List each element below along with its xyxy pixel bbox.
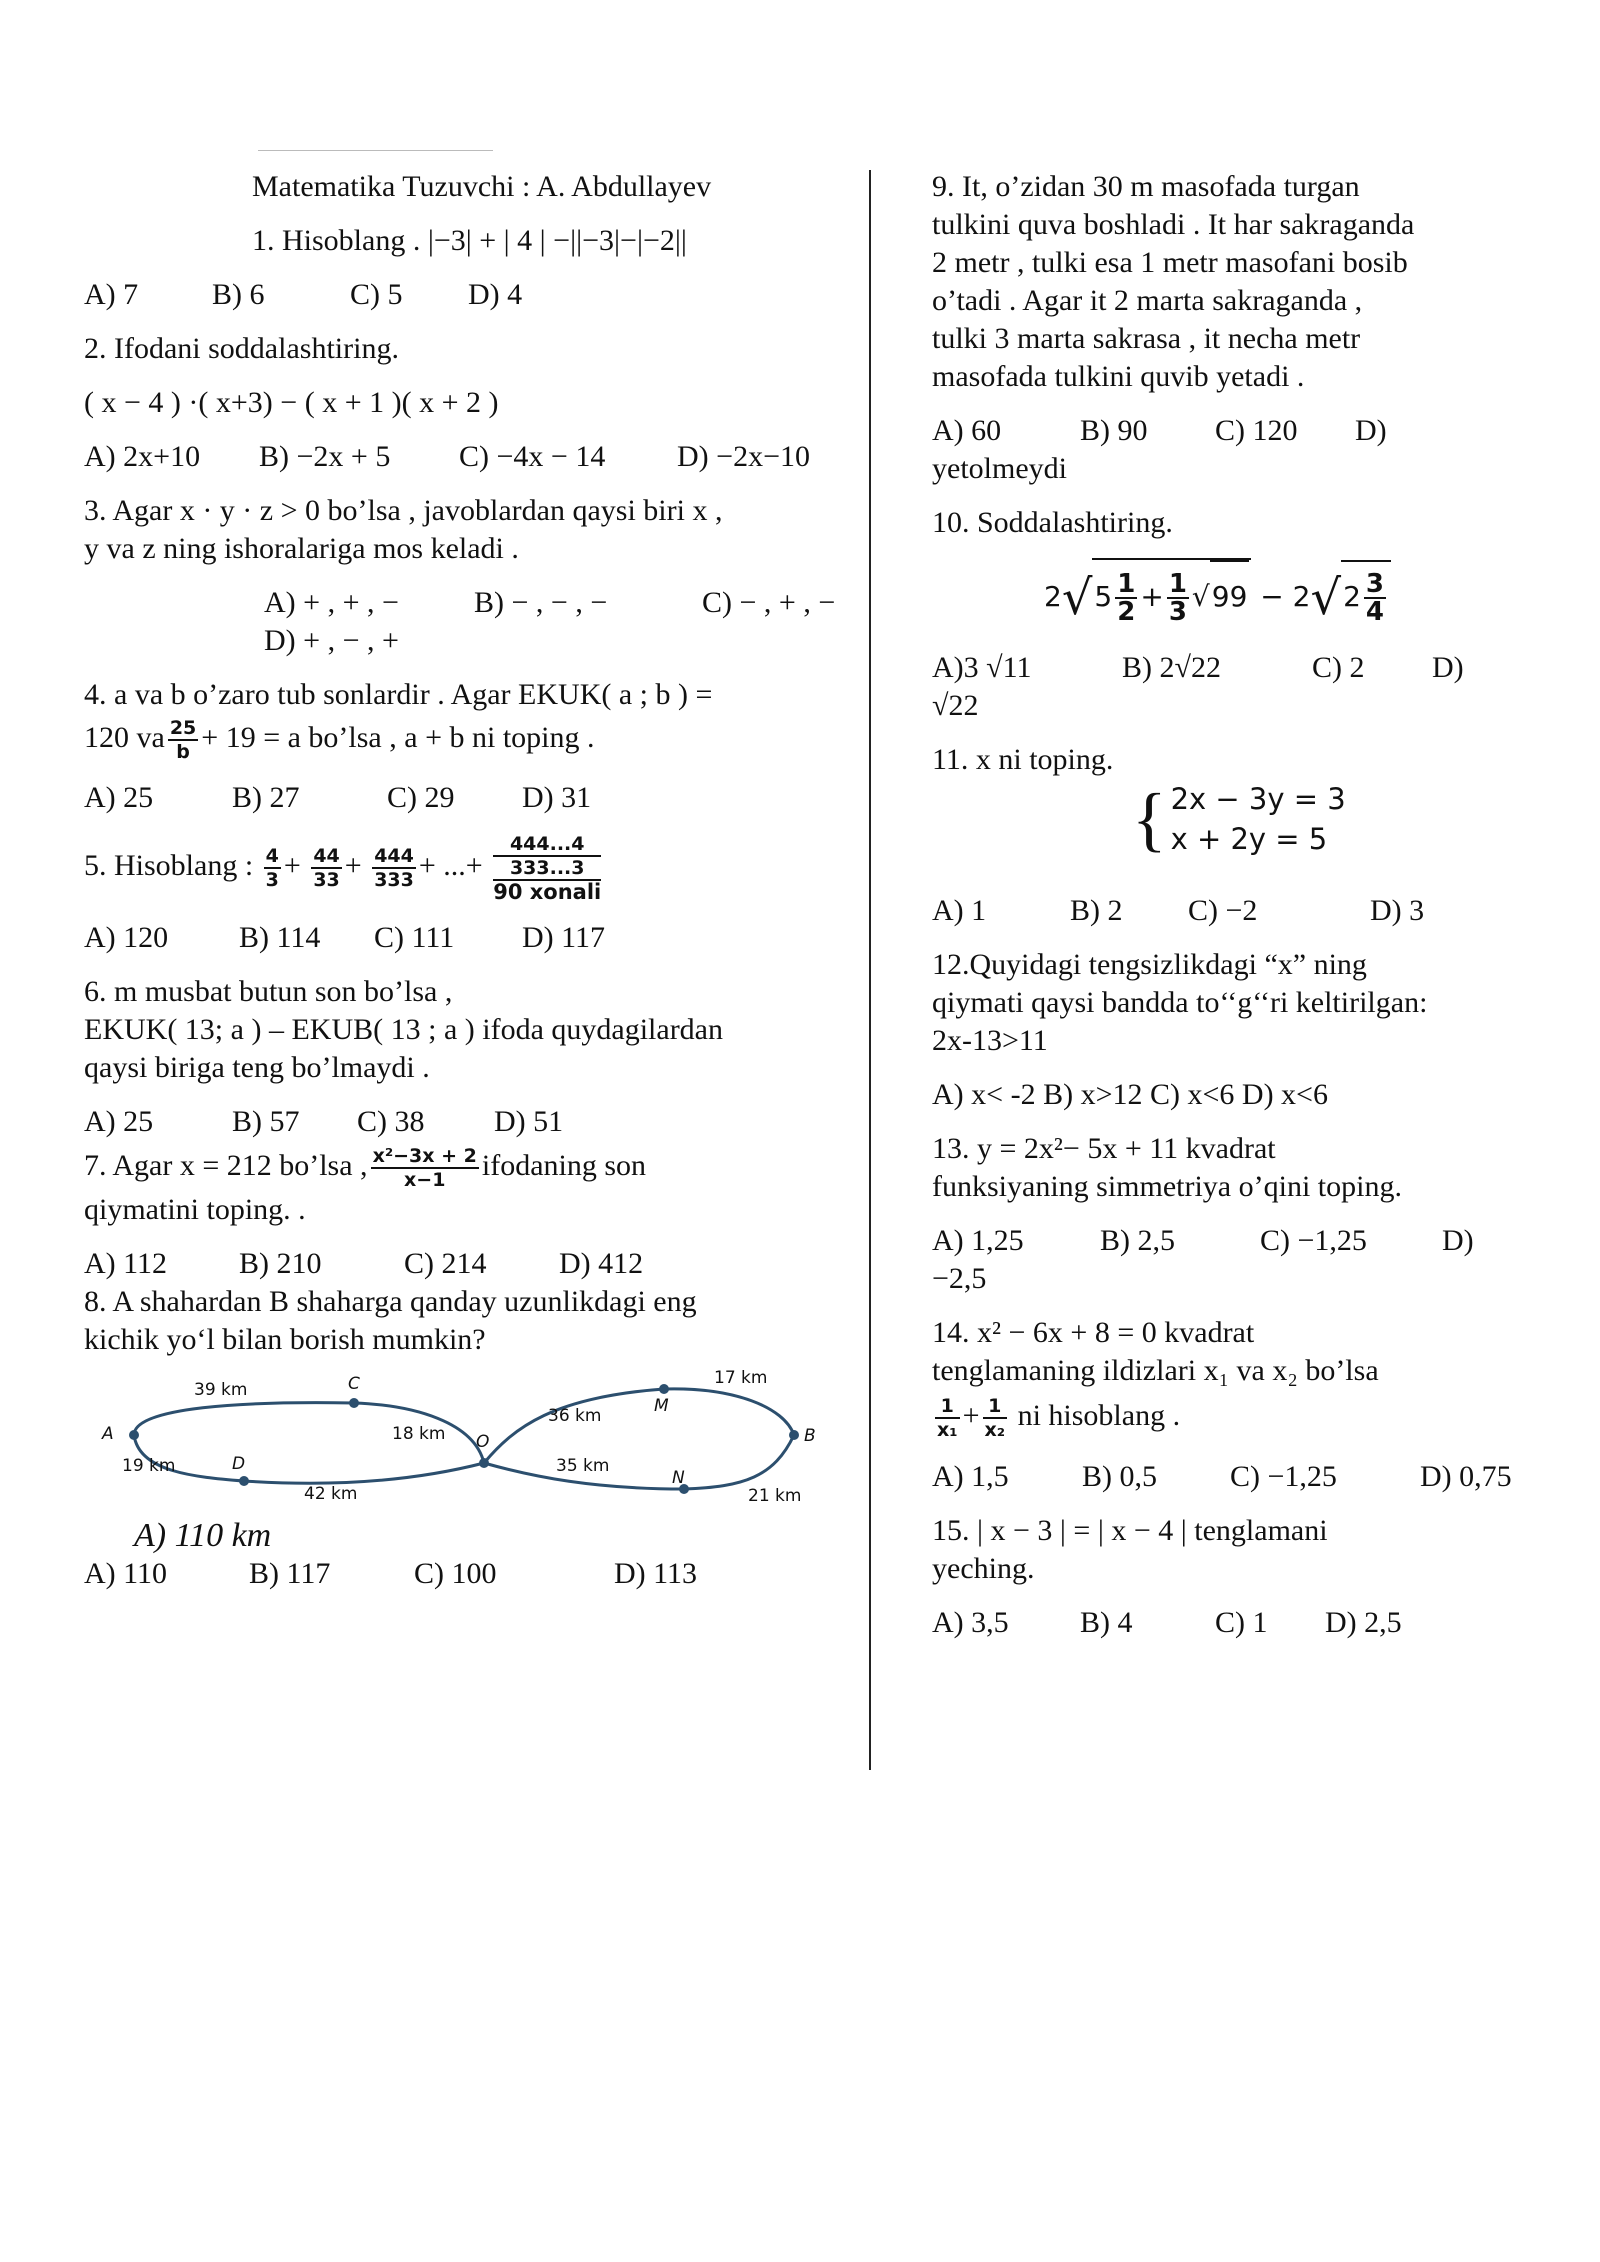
q14-tail: ni hisoblang . [1017, 1399, 1181, 1432]
q11-options [932, 892, 1552, 930]
q5-plus-1: + [283, 849, 301, 882]
q4-option-b: B) 27 [232, 781, 300, 815]
q11-system [932, 779, 1552, 876]
q13-line1: 13. y = 2x²− 5x + 11 kvadrat [932, 1132, 1276, 1165]
q13-line2: funksiyaning simmetriya o’qini toping. [932, 1170, 1402, 1203]
q13-option-d-wrap: −2,5 [932, 1262, 987, 1295]
q14-frac-2 [983, 1395, 1008, 1441]
q2-option-a: A) 2x+10 [84, 440, 201, 473]
q14-line3 [932, 1390, 1552, 1442]
road-o-m-b [484, 1389, 794, 1463]
q7-option-d: D) 412 [559, 1247, 644, 1281]
q10-frac-1 [1115, 571, 1137, 625]
q7-option-a: A) 112 [84, 1247, 168, 1281]
q10-frac-2-den: 3 [1168, 597, 1187, 627]
dist-a-d: 19 km [122, 1456, 176, 1477]
q10-frac-1-den: 2 [1117, 597, 1136, 627]
q4-line1: 4. a va b o’zaro tub sonlardir . Agar EKUK( a ; b ) = [84, 678, 713, 711]
q1-options [84, 276, 859, 314]
q10-frac-2-num: 1 [1168, 569, 1187, 599]
q3-option-a: A) + , + , − [264, 586, 399, 619]
q10-frac-1-num: 1 [1117, 569, 1136, 599]
q14-options [932, 1458, 1552, 1496]
header-rule [258, 150, 493, 151]
q1-option-c: C) 5 [350, 278, 403, 311]
right-column [932, 168, 1552, 1642]
q6-option-d: D) 51 [494, 1105, 564, 1139]
q10-option-d-wrap: √22 [932, 689, 979, 722]
q12-line3: 2x-13>11 [932, 1024, 1048, 1057]
node-m [659, 1384, 669, 1394]
dist-a-c: 39 km [194, 1380, 248, 1401]
q13-options [932, 1222, 1552, 1260]
q4-line2 [84, 714, 859, 763]
q5-plus-3: + [418, 849, 436, 882]
q13-option-d: D) [1442, 1224, 1474, 1257]
q14-option-c: C) −1,25 [1230, 1460, 1337, 1493]
q14-line1: 14. x² − 6x + 8 = 0 kvadrat [932, 1316, 1255, 1349]
q8-option-b: B) 117 [249, 1557, 331, 1591]
q10-whole-2: 2 [1343, 580, 1361, 613]
q4-frac-den: b [176, 741, 190, 764]
q8-line1: 8. A shahardan B shaharga qanday uzunlikdagi eng [84, 1285, 697, 1319]
q4-option-d: D) 31 [522, 781, 592, 815]
q5-expression [84, 833, 859, 903]
q5-frac-1 [264, 845, 281, 891]
q10-frac-2 [1167, 571, 1189, 625]
q14-frac-1 [935, 1395, 960, 1441]
q9-line6: masofada tulkini quvib yetadi . [932, 360, 1305, 393]
label-b: B [804, 1426, 816, 1447]
q11-option-c: C) −2 [1188, 894, 1258, 927]
q5-frac-2 [311, 845, 341, 891]
q14-option-b: B) 0,5 [1082, 1460, 1157, 1493]
q6-option-b: B) 57 [232, 1105, 300, 1139]
dist-o-m: 36 km [548, 1406, 602, 1427]
dist-m-b: 17 km [714, 1368, 768, 1389]
q14-line2: tenglamaning ildizlari x₁ va x₂ bo’lsa [932, 1354, 1379, 1387]
q9-option-a: A) 60 [932, 414, 1002, 447]
q7-line1-end: ifodaning son [481, 1149, 647, 1183]
q3-option-d: D) + , − , + [264, 624, 399, 657]
q11-option-a: A) 1 [932, 894, 987, 927]
dist-n-b: 21 km [748, 1486, 802, 1507]
q8-map [84, 1367, 844, 1517]
q9-line3: 2 metr , tulki esa 1 metr masofani bosib [932, 246, 1408, 279]
dist-c-o: 18 km [392, 1424, 446, 1445]
q5-option-d: D) 117 [522, 921, 606, 955]
q3-line1: 3. Agar x · y · z > 0 bo’lsa , javoblardan qaysi biri x , [84, 494, 723, 527]
q14-option-d: D) 0,75 [1420, 1460, 1512, 1493]
q10-frac-3-den: 4 [1365, 597, 1384, 627]
q13-option-b: B) 2,5 [1100, 1224, 1175, 1257]
label-d: D [232, 1454, 246, 1475]
q11-text: 11. x ni toping. [932, 743, 1114, 776]
node-b [789, 1430, 799, 1440]
q10-minus: − 2 [1260, 580, 1311, 613]
q1-text: 1. Hisoblang . |−3| + | 4 | −||−3|−|−2|| [252, 224, 687, 257]
q5-frac-last [493, 833, 601, 903]
q3-line2: y va z ning ishoralariga mos keladi . [84, 532, 519, 565]
q2-options [84, 438, 859, 476]
q5-option-b: B) 114 [239, 921, 321, 955]
q9-option-c: C) 120 [1215, 414, 1298, 447]
column-divider [869, 170, 871, 1770]
q5-option-a: A) 120 [84, 921, 169, 955]
q1-option-b: B) 6 [212, 278, 265, 311]
q14-frac-2-num: 1 [983, 1395, 1008, 1419]
q5-frac-1-num: 4 [265, 845, 279, 868]
q4-option-c: C) 29 [387, 781, 455, 815]
q5-option-c: C) 111 [374, 921, 455, 955]
q3-options-row1 [84, 584, 859, 622]
q13-option-c: C) −1,25 [1260, 1224, 1367, 1257]
label-c: C [348, 1374, 360, 1395]
q3-option-b: B) − , − , − [474, 586, 608, 619]
q5-options [84, 919, 859, 957]
q4-line2-end: + 19 = a bo’lsa , a + b ni toping . [201, 721, 595, 754]
q13-option-a: A) 1,25 [932, 1224, 1024, 1257]
q12-line1: 12.Quyidagi tengsizlikdagi “x” ning [932, 948, 1367, 981]
q6-option-a: A) 25 [84, 1105, 154, 1139]
q10-frac-3 [1364, 571, 1386, 625]
q6-line3: qaysi biriga teng bo’lmaydi . [84, 1051, 430, 1085]
q15-option-a: A) 3,5 [932, 1606, 1009, 1639]
q7-options [84, 1245, 859, 1283]
q10-radical-2 [1341, 560, 1391, 632]
q15-option-d: D) 2,5 [1325, 1606, 1402, 1639]
q9-option-b: B) 90 [1080, 414, 1148, 447]
q10-option-d: D) [1432, 651, 1464, 684]
label-n: N [672, 1468, 685, 1489]
q5-label: 5. Hisoblang : [84, 849, 254, 882]
q5-frac-3-num: 444 [374, 845, 414, 868]
node-c [349, 1398, 359, 1408]
q4-frac-num: 25 [169, 717, 197, 740]
q15-options [932, 1604, 1552, 1642]
q2-option-b: B) −2x + 5 [259, 440, 391, 473]
q5-frac-3 [372, 845, 416, 891]
q9-option-d: D) [1355, 414, 1387, 447]
q8-option-c: C) 100 [414, 1557, 497, 1591]
q10-radical-1: 5 $\frac{1}{2}$ + $\frac{1}{3}$ √99 [1092, 558, 1251, 632]
q8-option-d: D) 113 [614, 1557, 698, 1591]
q14-frac-2-den: x₂ [984, 1419, 1006, 1442]
q4-options [84, 779, 859, 817]
q9-line1: 9. It, o’zidan 30 m masofada turgan [932, 170, 1360, 203]
label-o: O [476, 1432, 490, 1453]
q10-text: 10. Soddalashtiring. [932, 506, 1173, 539]
q11-brace: { [1132, 779, 1167, 859]
q10-option-c: C) 2 [1312, 651, 1365, 684]
q5-frac-last-den: 333...3 [493, 857, 601, 881]
q7-line2: qiymatini toping. . [84, 1193, 306, 1227]
q10-plus: + [1140, 580, 1164, 613]
q6-options [84, 1103, 859, 1141]
q10-option-a: A)3 √11 [932, 651, 1032, 684]
q9-line2: tulkini quva boshladi . It har sakraganda [932, 208, 1415, 241]
dist-d-o: 42 km [304, 1484, 358, 1505]
q7-option-c: C) 214 [404, 1247, 487, 1281]
q10-options [932, 649, 1552, 687]
q8-handwritten-answer: A) 110 km [134, 1517, 272, 1555]
q15-option-c: C) 1 [1215, 1606, 1268, 1639]
q8-options [84, 1555, 859, 1593]
q10-coef: 2 [1044, 580, 1062, 613]
q6-line2: EKUK( 13; a ) – EKUB( 13 ; a ) ifoda quydagilardan [84, 1013, 723, 1047]
page-title: Matematika Tuzuvchi : A. Abdullayev [252, 170, 712, 203]
q11-eq2: x + 2y = 5 [1170, 822, 1328, 856]
q1-option-d: D) 4 [468, 278, 523, 311]
q2-expression: ( x − 4 ) ·( x+3) − ( x + 1 )( x + 2 ) [84, 386, 499, 419]
q7-option-b: B) 210 [239, 1247, 322, 1281]
q2-text: 2. Ifodani soddalashtiring. [84, 332, 399, 365]
label-m: M [654, 1396, 669, 1417]
q10-frac-3-num: 3 [1365, 569, 1384, 599]
q10-whole-1: 5 [1094, 580, 1113, 613]
q2-option-c: C) −4x − 14 [459, 440, 606, 473]
q7-frac-den: x−1 [404, 1169, 446, 1192]
q5-frac-2-num: 44 [313, 845, 340, 868]
q10-root-99: 99 [1210, 560, 1250, 632]
q7-fraction [371, 1145, 479, 1191]
q4-option-a: A) 25 [84, 781, 154, 815]
q9-options [932, 412, 1552, 450]
node-a [129, 1430, 139, 1440]
label-a: A [102, 1424, 114, 1445]
node-o [479, 1458, 489, 1468]
q5-plus-2: + [344, 849, 362, 882]
q1-option-a: A) 7 [84, 278, 139, 311]
q8-line2: kichik yo‘l bilan borish mumkin? [84, 1323, 486, 1357]
q7-line1 [84, 1141, 859, 1191]
q3-option-c: C) − , + , − [702, 586, 836, 619]
q5-note: 90 xonali [493, 880, 602, 905]
q5-dots: ... [443, 849, 466, 882]
q15-option-b: B) 4 [1080, 1606, 1133, 1639]
q5-frac-3-den: 333 [374, 869, 414, 892]
q2-option-d: D) −2x−10 [677, 440, 810, 473]
q10-option-b: B) 2√22 [1122, 651, 1221, 684]
q9-line5: tulki 3 marta sakrasa , it necha metr [932, 322, 1361, 355]
q12-options: A) x< -2 B) x>12 C) x<6 D) x<6 [932, 1078, 1328, 1111]
q6-line1: 6. m musbat butun son bo’lsa , [84, 975, 453, 1009]
q8-option-a: A) 110 [84, 1557, 168, 1591]
node-d [239, 1476, 249, 1486]
q11-option-b: B) 2 [1070, 894, 1123, 927]
q5-frac-last-num: 444...4 [493, 833, 601, 857]
q14-frac-1-den: x₁ [937, 1419, 958, 1442]
q14-option-a: A) 1,5 [932, 1460, 1009, 1493]
q11-eq1: 2x − 3y = 3 [1170, 782, 1346, 816]
q7-frac-num: x²−3x + 2 [372, 1145, 477, 1168]
q14-plus: + [962, 1399, 980, 1432]
q11-option-d: D) 3 [1370, 894, 1425, 927]
q9-line4: o’tadi . Agar it 2 marta sakraganda , [932, 284, 1363, 317]
q15-line1: 15. | x − 3 | = | x − 4 | tenglamani [932, 1514, 1328, 1547]
dist-o-n: 35 km [556, 1456, 610, 1477]
q15-line2: yeching. [932, 1552, 1035, 1585]
q6-option-c: C) 38 [357, 1105, 425, 1139]
q4-line2-start: 120 va [84, 721, 165, 754]
q14-frac-1-num: 1 [935, 1395, 960, 1419]
q5-frac-1-den: 3 [265, 869, 279, 892]
q9-option-d-wrap: yetolmeydi [932, 452, 1067, 485]
q12-line2: qiymati qaysi bandda to‘‘g‘‘ri keltirilgan: [932, 986, 1428, 1019]
q4-fraction [168, 717, 198, 763]
q5-frac-2-den: 33 [313, 869, 340, 892]
left-column [84, 168, 859, 1593]
q7-line1-start: 7. Agar x = 212 bo’lsa , [84, 1149, 368, 1183]
q5-plus-4: + [465, 849, 483, 882]
q10-expression: 2√5 $\frac{1}{2}$ + $\frac{1}{3}$ √99 − 2√2 $\frac{3}{4}$ [932, 558, 1552, 633]
road-o-n-b [484, 1435, 794, 1489]
